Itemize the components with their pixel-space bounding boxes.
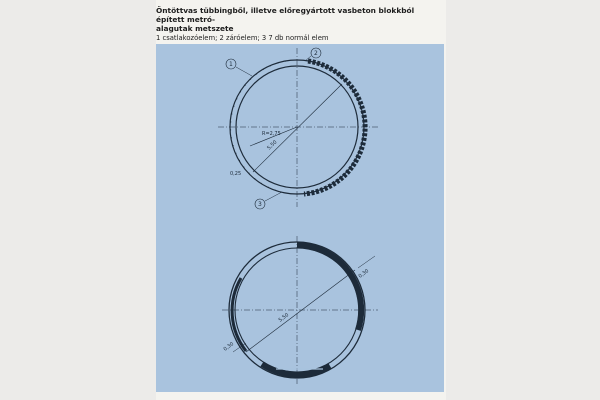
bottom-ring-thick-right bbox=[297, 245, 361, 330]
bottom-thickness-leader-right bbox=[358, 256, 375, 268]
top-ring-section bbox=[218, 48, 378, 209]
callout-1-text: 1 bbox=[229, 61, 233, 68]
top-thickness-label: 0,25 bbox=[230, 171, 242, 177]
bottom-ring-section bbox=[222, 236, 378, 384]
bottom-thickness-label-left: 0,30 bbox=[222, 341, 236, 353]
bottom-diameter-line bbox=[246, 270, 355, 352]
callout-3-text: 3 bbox=[258, 201, 262, 208]
top-diameter-label: 5,50 bbox=[266, 139, 279, 152]
bottom-thickness-label-right: 0,30 bbox=[357, 268, 371, 280]
callout-3-leader bbox=[265, 192, 282, 201]
top-radius-label: R=2,75 bbox=[262, 131, 281, 137]
top-diameter-line bbox=[253, 84, 342, 172]
caption-title-line-2: alagutak metszete bbox=[156, 24, 234, 33]
caption-title-line-1: Öntöttvas tübbingből, illetve előregyártott vasbeton blokkból épített metró- bbox=[156, 6, 415, 24]
callout-2-text: 2 bbox=[314, 50, 318, 57]
callout-1-leader bbox=[236, 67, 252, 76]
caption-legend: 1 csatlakozóelem; 2 záróelem; 3 7 db normál elem bbox=[156, 34, 329, 42]
bottom-diameter-label: 5,50 bbox=[277, 312, 291, 324]
top-ring-segments bbox=[304, 61, 365, 194]
